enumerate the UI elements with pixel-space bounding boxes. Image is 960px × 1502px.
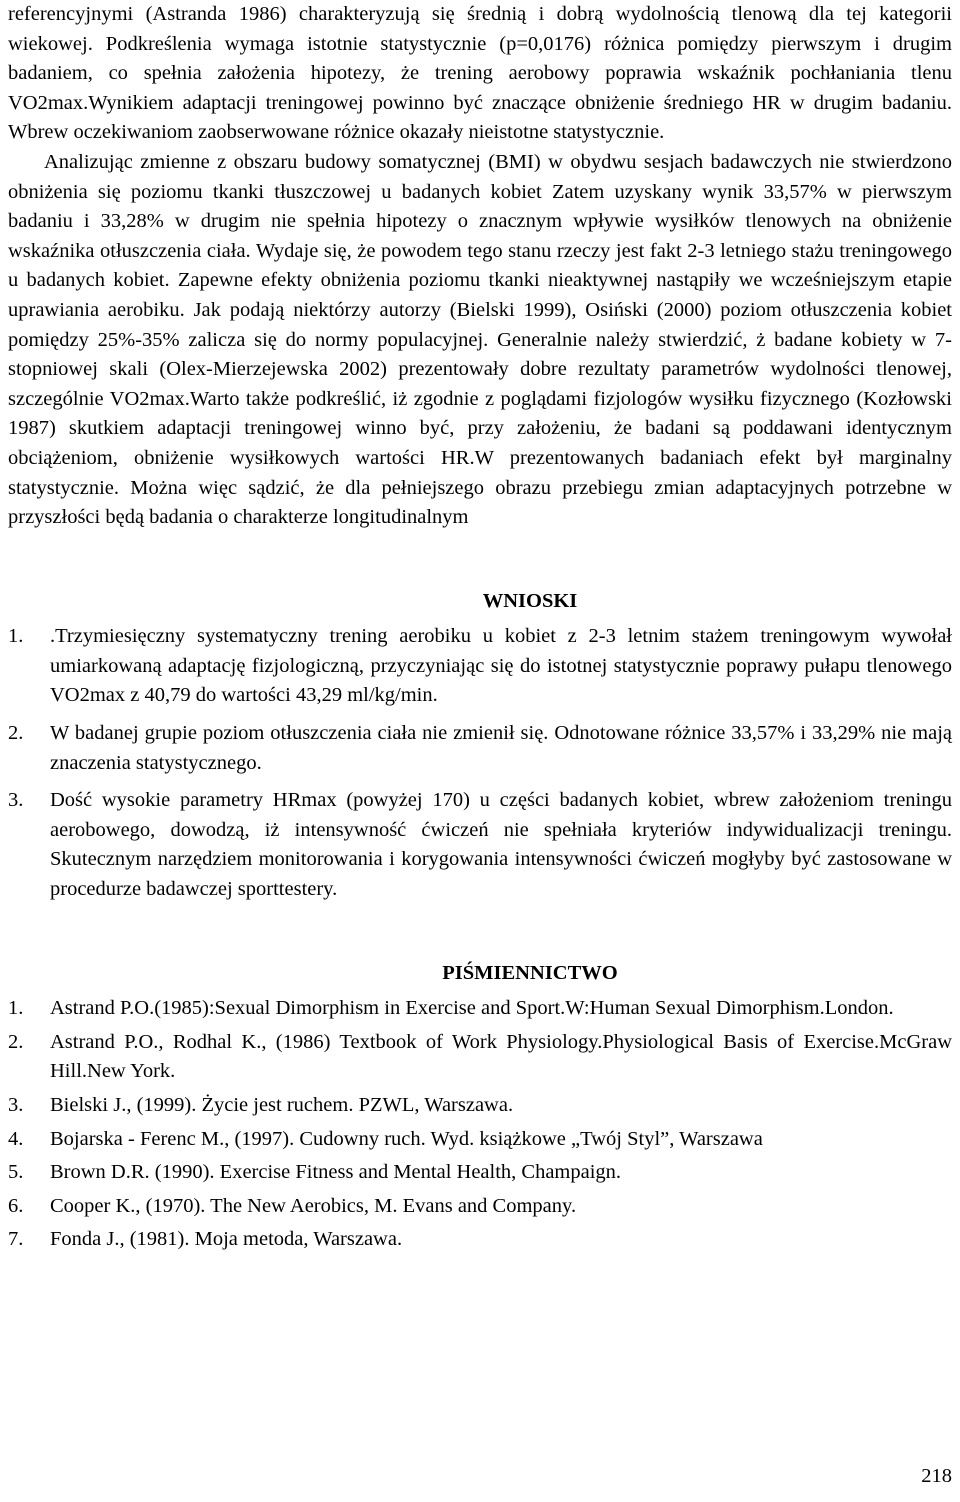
reference-item xyxy=(8,1125,952,1155)
reference-item xyxy=(8,1028,952,1087)
conclusion-number: 3. xyxy=(8,789,24,812)
conclusions-list xyxy=(8,622,952,904)
conclusion-text: .Trzymiesięczny systematyczny trening aerobiku u kobiet z 2-3 letnim stażem treningowym wywołał umiarkowaną adaptację fizjologiczną, przyczyniając się do istotnej statystycznie poprawy pułapu tlenowego VO2max z 40,79 do wartości 43,29 ml/kg/min. xyxy=(50,625,952,707)
conclusion-item xyxy=(8,786,952,904)
conclusion-number: 1. xyxy=(8,625,24,648)
conclusion-text: W badanej grupie poziom otłuszczenia ciała nie zmienił się. Odnotowane różnice 33,57% i 33,29% nie mają znaczenia statystycznego. xyxy=(50,722,952,774)
references-list xyxy=(8,994,952,1255)
reference-item xyxy=(8,1158,952,1188)
references-heading: PIŚMIENNICTWO xyxy=(442,961,618,984)
reference-text: Brown D.R. (1990). Exercise Fitness and Mental Health, Champaign. xyxy=(50,1161,622,1184)
reference-text: Cooper K., (1970). The New Aerobics, M. Evans and Company. xyxy=(50,1194,577,1217)
conclusion-item xyxy=(8,622,952,711)
conclusions-heading: WNIOSKI xyxy=(482,589,578,612)
reference-text: Astrand P.O.(1985):Sexual Dimorphism in Exercise and Sport.W:Human Sexual Dimorphism.London. xyxy=(50,997,894,1020)
reference-text: Fonda J., (1981). Moja metoda, Warszawa. xyxy=(50,1228,403,1251)
reference-text: Astrand P.O., Rodhal K., (1986) Textbook of Work Physiology.Physiological Basis of Exercise.McGraw Hill.New York. xyxy=(50,1030,952,1083)
conclusion-text: Dość wysokie parametry HRmax (powyżej 170) u części badanych kobiet, wbrew założeniom treningu aerobowego, dowodzą, iż intensywność ćwiczeń nie spełniała kryteriów indywidualizacji treningu. Skutecznym narzędziem monitorowania i korygowania intensywności ćwiczeń mogłyby być zastosowane w procedurze badawczej sporttestery. xyxy=(50,789,952,901)
reference-number: 2. xyxy=(8,1030,24,1053)
reference-number: 4. xyxy=(8,1127,24,1150)
reference-number: 5. xyxy=(8,1161,24,1184)
page-number: 218 xyxy=(921,1465,952,1487)
reference-item xyxy=(8,994,952,1024)
conclusion-item xyxy=(8,719,952,778)
reference-number: 3. xyxy=(8,1094,24,1116)
body-paragraph-analysis: Analizując zmienne z obszaru budowy somatycznej (BMI) w obydwu sesjach badawczych nie stwierdzono obniżenia się poziomu tkanki tłuszczowej u badanych kobiet Zatem uzyskany wynik 33,57% w pierwszym badaniu i 33,28% w drugim nie spełnia hipotezy o znacznym wpływie wysiłków tlenowych na obniżenie wskaźnika otłuszczenia ciała. Wydaje się, że powodem tego stanu rzeczy jest fakt 2-3 letniego stażu treningowego u badanych kobiet. Zapewne efekty obniżenia poziomu tkanki nieaktywnej nastąpiły we wcześniejszym etapie uprawiania aerobiku. Jak podają niektórzy autorzy (Bielski 1999), Osiński (2000) poziom otłuszczenia kobiet pomiędzy 25%-35% zalicza się do normy populacyjnej. Generalnie należy stwierdzić, ż badane kobiety w 7-stopniowej skali (Olex-Mierzejewska 2002) prezentowały dobre rezultaty parametrów wydolności tlenowej, szczególnie VO2max.Warto także podkreślić, iż zgodnie z poglądami fizjologów wysiłku fizycznego (Kozłowski 1987) skutkiem adaptacji treningowej winno być, przy założeniu, że badani są poddawani identycznym obciążeniom, obniżenie wysiłkowych wartości HR.W prezentowanych badaniach efekt był marginalny statystycznie. Można więc sądzić, że dla pełniejszego obrazu przebiegu zmian adaptacyjnych potrzebne w przyszłości będą badania o charakterze longitudinalnym xyxy=(8,150,952,529)
reference-item xyxy=(8,1192,952,1222)
reference-item xyxy=(8,1225,952,1255)
reference-number: 7. xyxy=(8,1228,24,1251)
reference-number: 6. xyxy=(8,1194,24,1217)
document-page xyxy=(8,0,952,1259)
conclusion-number: 2. xyxy=(8,722,24,745)
reference-text: Bojarska - Ferenc M., (1997). Cudowny ruch. Wyd. książkowe „Twój Styl”, Warszawa xyxy=(50,1127,763,1150)
reference-number: 1. xyxy=(8,997,24,1020)
body-paragraph-continuation: referencyjnymi (Astranda 1986) charakteryzują się średnią i dobrą wydolnością tlenową dla tej kategorii wiekowej. Podkreślenia wymaga istotnie statystycznie (p=0,0176) różnica pomiędzy pierwszym i drugim badaniem, co spełnia założenia hipotezy, że trening aerobowy poprawia wskaźnik pochłaniania tlenu VO2max.Wynikiem adaptacji treningowej powinno być znaczące obniżenie średniego HR w drugim badaniu. Wbrew oczekiwaniom zaobserwowane różnice okazały nieistotne statystycznie. xyxy=(8,3,952,144)
reference-item xyxy=(8,1091,952,1121)
reference-text: Bielski J., (1999). Życie jest ruchem. PZWL, Warszawa. xyxy=(50,1094,514,1116)
